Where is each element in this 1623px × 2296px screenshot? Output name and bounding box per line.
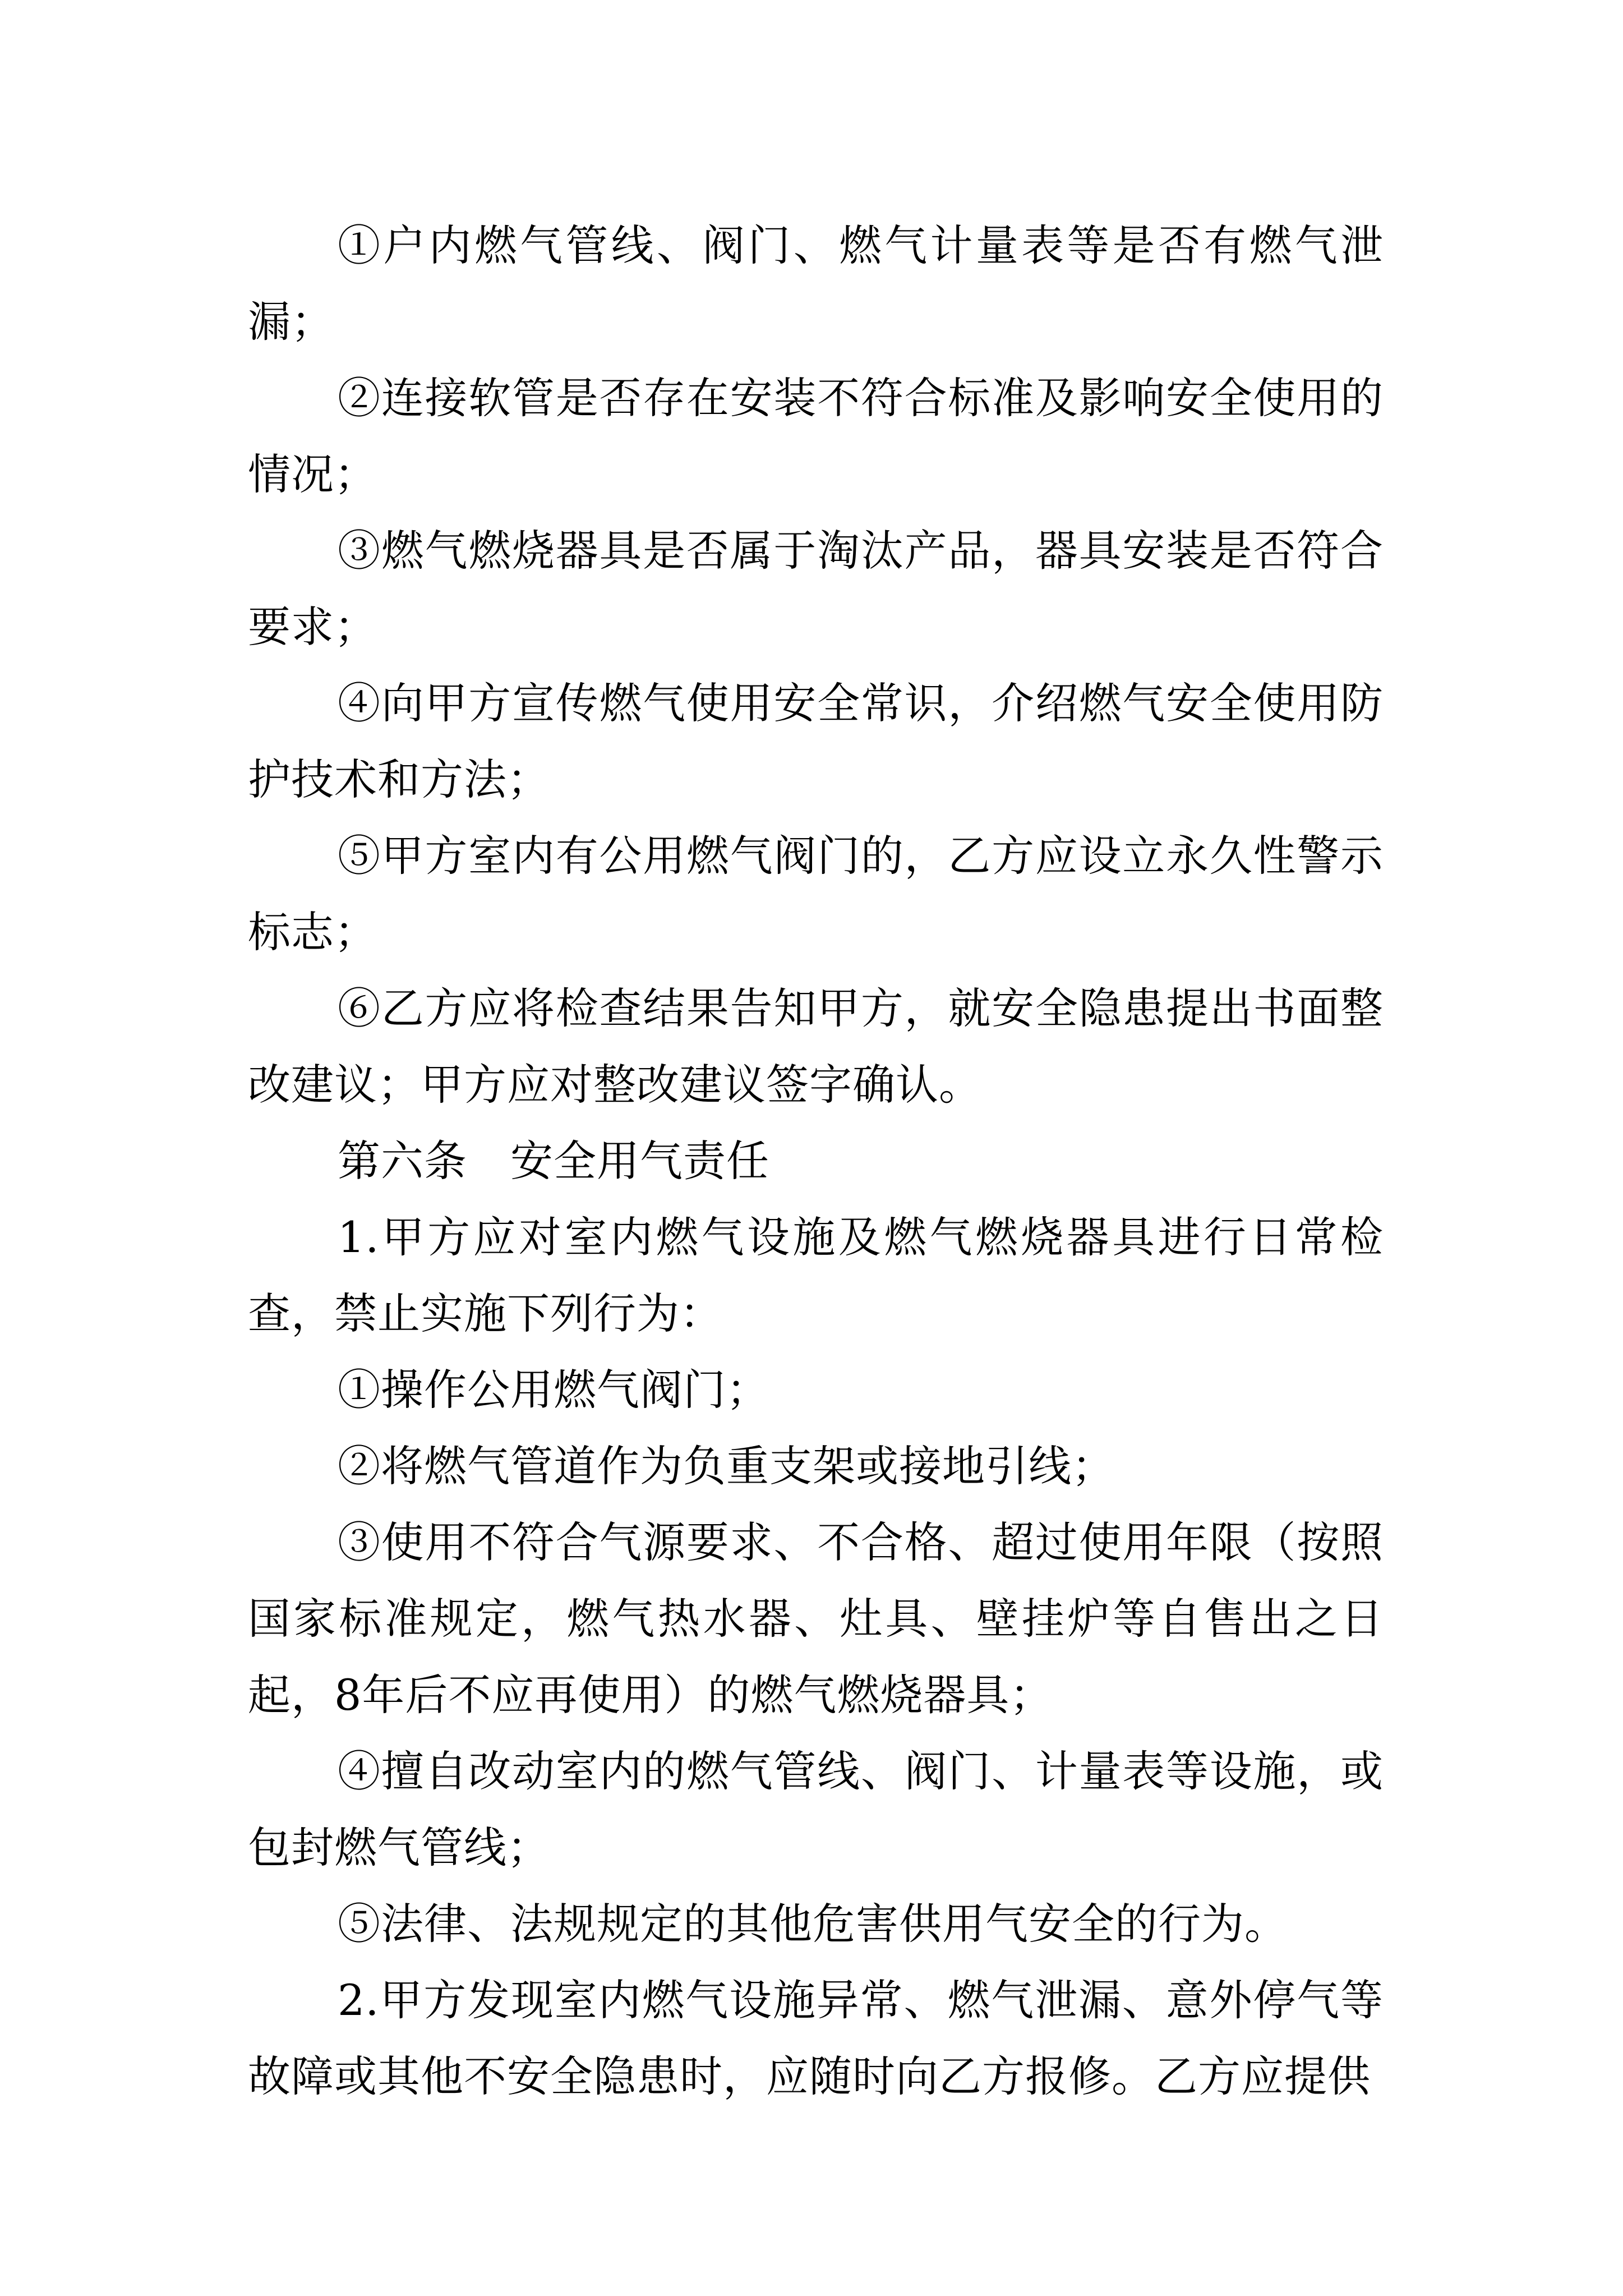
prohibited-item-public-valve: ①操作公用燃气阀门；: [338, 1365, 769, 1415]
clause-item-safety-education: ④向甲方宣传燃气使用安全常识，介绍燃气安全使用防护技术和方法；: [248, 678, 1384, 804]
clause-item-check-leak: ①户内燃气管线、阀门、燃气计量表等是否有燃气泄漏；: [248, 220, 1384, 347]
prohibited-item-unqualified-appliance: ③使用不符合气源要求、不合格、超过使用年限（按照国家标准规定，燃气热水器、灶具、壁挂炉等自售出之日起，8年后不应再使用）的燃气燃烧器具；: [248, 1517, 1384, 1720]
document-body: [248, 208, 1384, 2115]
clause-item-inspection-result: ⑥乙方应将检查结果告知甲方，就安全隐患提出书面整改建议；甲方应对整改建议签字确认。: [248, 983, 1384, 1110]
clause-item-check-hose: ②连接软管是否存在安装不符合标准及影响安全使用的情况；: [248, 373, 1384, 499]
prohibited-item-pipe-support: ②将燃气管道作为负重支架或接地引线；: [338, 1441, 1115, 1491]
clause-item-check-appliance: ③燃气燃烧器具是否属于淘汰产品，器具安装是否符合要求；: [248, 526, 1384, 652]
clause-party-a-report-repair: 2.甲方发现室内燃气设施异常、燃气泄漏、意外停气等故障或其他不安全隐患时，应随时向乙方报修。乙方应提供: [248, 1975, 1384, 2101]
clause-item-warning-sign: ⑤甲方室内有公用燃气阀门的，乙方应设立永久性警示标志；: [248, 831, 1384, 957]
article-heading: 第六条 安全用气责任: [338, 1136, 769, 1186]
prohibited-item-modify-facilities: ④擅自改动室内的燃气管线、阀门、计量表等设施，或包封燃气管线；: [248, 1746, 1384, 1872]
clause-party-a-daily-check: 1.甲方应对室内燃气设施及燃气燃烧器具进行日常检查，禁止实施下列行为：: [248, 1212, 1384, 1338]
prohibited-item-other: ⑤法律、法规规定的其他危害供用气安全的行为。: [338, 1899, 1288, 1949]
